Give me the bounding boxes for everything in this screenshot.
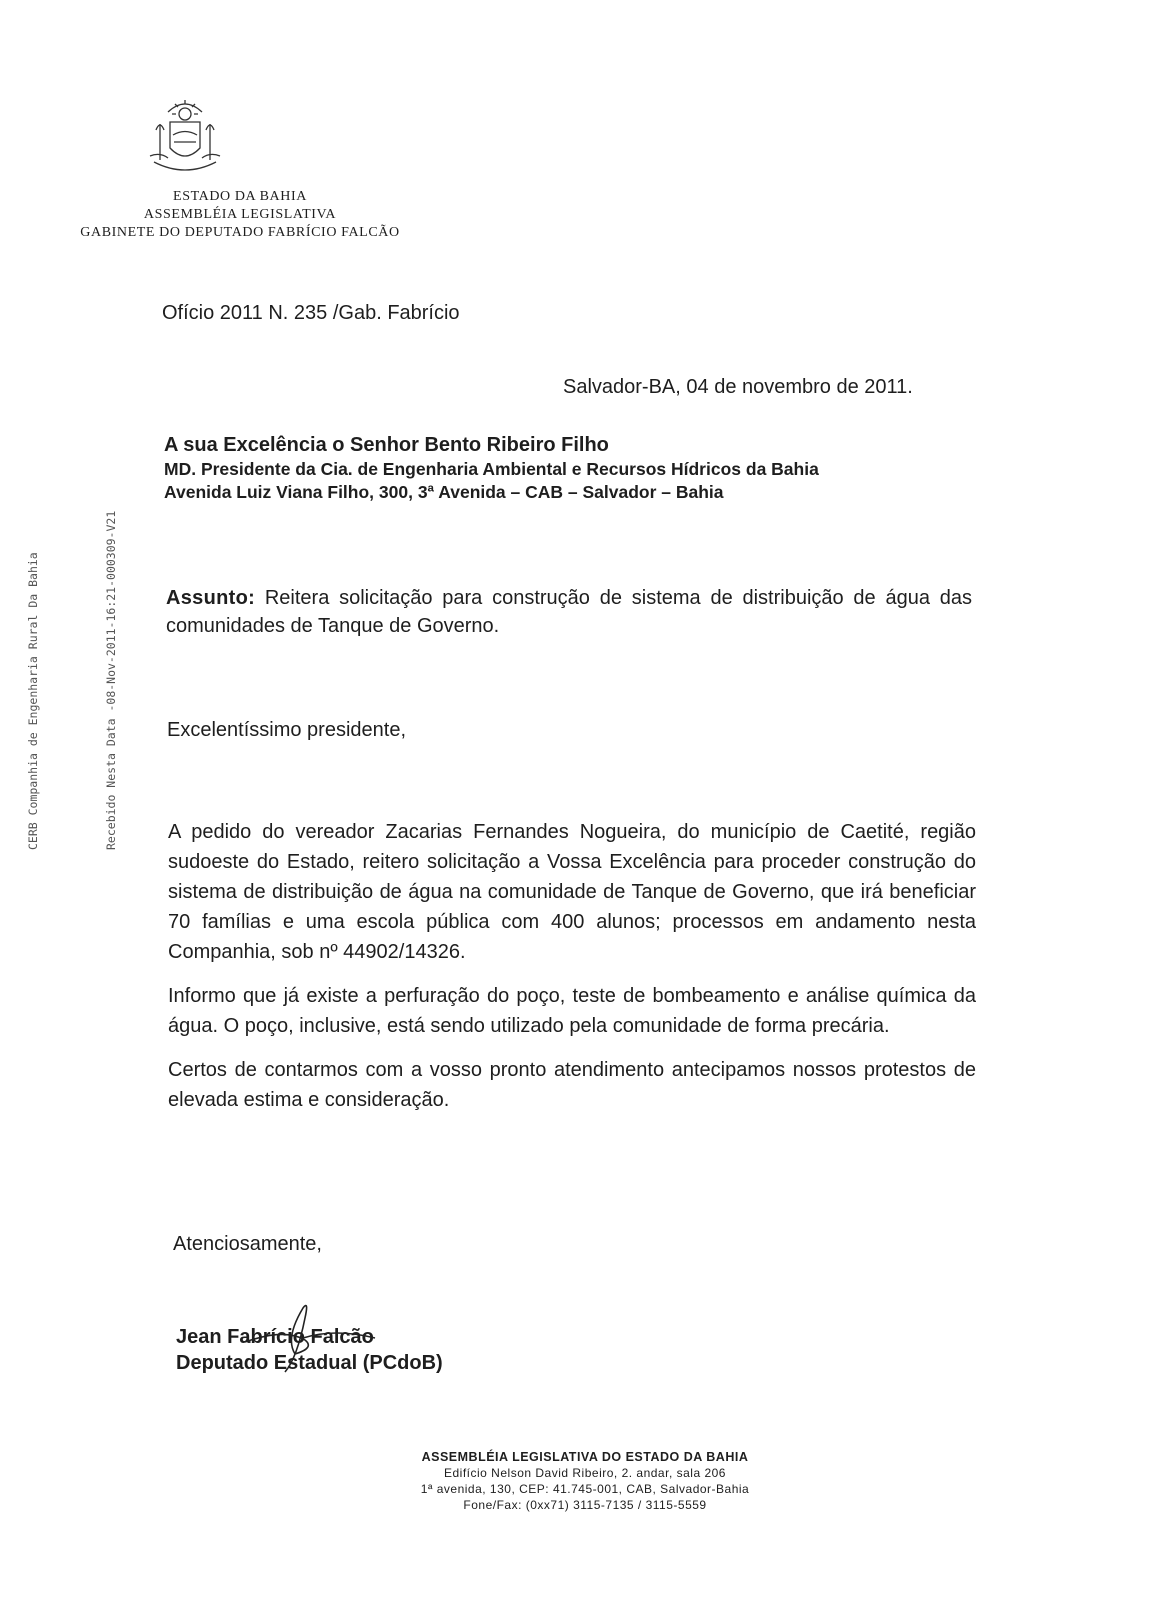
document-reference: Ofício 2011 N. 235 /Gab. Fabrício	[162, 302, 460, 324]
document-date: Salvador-BA, 04 de novembro de 2011.	[563, 376, 913, 398]
header-assembly: ASSEMBLÉIA LEGISLATIVA	[143, 207, 337, 222]
body-paragraph-1: A pedido do vereador Zacarias Fernandes Nogueira, do município de Caetité, região sudoeste do Estado, reitero solicitação a Vossa Excelência para proceder construção do sistema de distribuição de água na comunidade de Tanque de Governo, que irá beneficiar 70 famílias e uma escola pública com 400 alunos; processos em andamento nesta Companhia, sob nº 44902/14326.	[168, 821, 976, 963]
footer-building: Edifício Nelson David Ribeiro, 2. andar, sala 206	[444, 1466, 726, 1480]
signatory-title: Deputado Estadual (PCdoB)	[176, 1352, 443, 1374]
header-office: GABINETE DO DEPUTADO FABRÍCIO FALCÃO	[80, 225, 400, 240]
footer-phone: Fone/Fax: (0xx71) 3115-7135 / 3115-5559	[463, 1498, 707, 1512]
stamp-received: Recebido Nesta Data -08-Nov-2011-16:21-000309-V21	[104, 510, 118, 850]
body-paragraph-3: Certos de contarmos com a vosso pronto atendimento antecipamos nossos protestos de elevada estima e consideração.	[168, 1059, 976, 1111]
signatory-name: Jean Fabrício Falcão	[176, 1326, 374, 1348]
subject-text: Reitera solicitação para construção de sistema de distribuição de água das comunidades de Tanque de Governo.	[166, 587, 972, 637]
footer-institution: ASSEMBLÉIA LEGISLATIVA DO ESTADO DA BAHIA	[421, 1450, 749, 1464]
header-state: ESTADO DA BAHIA	[173, 189, 307, 204]
stamp-company: CERB Companhia de Engenharia Rural Da Bahia	[26, 552, 40, 850]
footer-street: 1ª avenida, 130, CEP: 41.745-001, CAB, Salvador-Bahia	[420, 1482, 750, 1496]
salutation: Excelentíssimo presidente,	[167, 719, 407, 741]
subject-line	[166, 584, 972, 640]
handwritten-signature-icon	[225, 1298, 395, 1378]
body-paragraph-2: Informo que já existe a perfuração do poço, teste de bombeamento e análise química da água. O poço, inclusive, está sendo utilizado pela comunidade de forma precária.	[168, 985, 976, 1037]
recipient-name: A sua Excelência o Senhor Bento Ribeiro Filho	[164, 434, 609, 456]
letterhead	[40, 188, 440, 242]
bahia-coat-of-arms-icon	[140, 90, 230, 180]
letter-body	[168, 817, 976, 1129]
receipt-stamp	[20, 490, 130, 850]
subject-label: Assunto:	[166, 587, 256, 609]
closing: Atenciosamente,	[173, 1233, 322, 1255]
footer-address	[380, 1449, 790, 1513]
recipient-block	[164, 434, 819, 503]
recipient-address: Avenida Luiz Viana Filho, 300, 3ª Avenida – CAB – Salvador – Bahia	[164, 482, 724, 502]
recipient-title: MD. Presidente da Cia. de Engenharia Ambiental e Recursos Hídricos da Bahia	[164, 459, 819, 479]
